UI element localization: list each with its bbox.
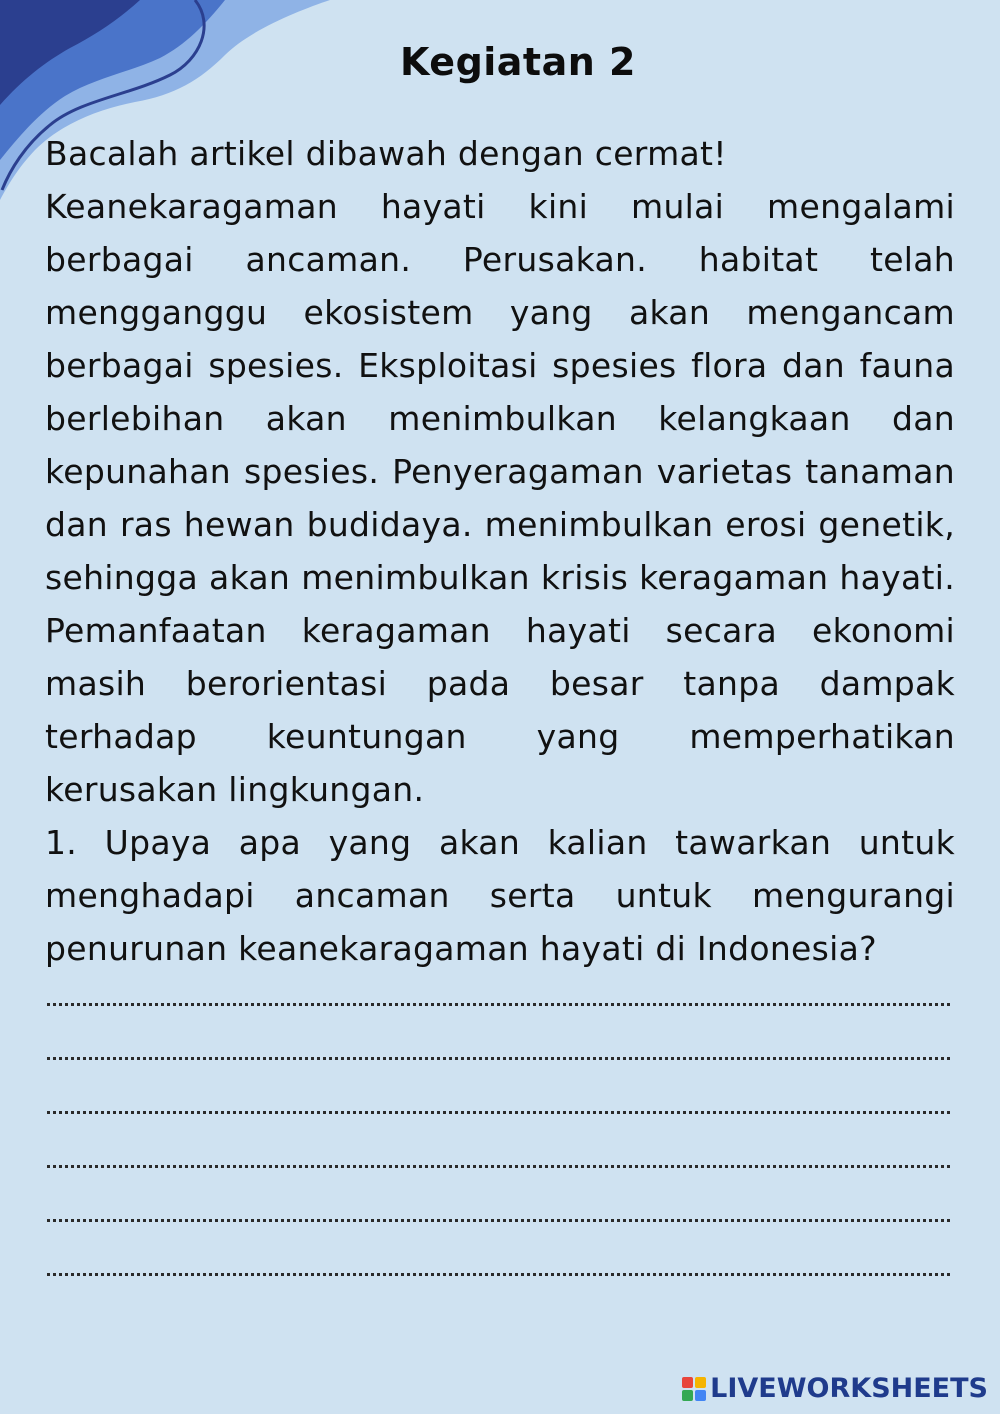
worksheet-content: [45, 127, 955, 975]
article-paragraph: Keanekaragaman hayati kini mulai mengalami berbagai ancaman. Perusakan. habitat telah mengganggu ekosistem yang akan mengancam berbagai spesies. Eksploitasi spesies flora dan fauna berlebihan akan menimbulkan kelangkaan dan kepunahan spesies. Penyeragaman varietas tanaman dan ras hewan budidaya. menimbulkan erosi genetik, sehingga akan menimbulkan krisis keragaman hayati. Pemanfaatan keragaman hayati secara ekonomi masih berorientasi pada besar tanpa dampak terhadap keuntungan yang memperhatikan kerusakan lingkungan.: [45, 187, 955, 809]
logo-square: [682, 1390, 693, 1401]
answer-line[interactable]: [45, 1194, 950, 1248]
question-1: 1. Upaya apa yang akan kalian tawarkan untuk menghadapi ancaman serta untuk mengurangi penurunan keanekaragaman hayati di Indonesia?: [45, 823, 955, 968]
instruction-text: Bacalah artikel dibawah dengan cermat!: [45, 134, 727, 173]
page-title: Kegiatan 2: [400, 40, 636, 84]
logo-square: [682, 1377, 693, 1388]
answer-line[interactable]: [45, 1086, 950, 1140]
answer-line[interactable]: [45, 978, 950, 1032]
liveworksheets-logo-icon: [682, 1377, 706, 1401]
answer-line[interactable]: [45, 1032, 950, 1086]
answer-line[interactable]: [45, 1140, 950, 1194]
answer-line[interactable]: [45, 1248, 950, 1302]
brand-text: LIVEWORKSHEETS: [710, 1373, 988, 1404]
logo-square: [695, 1390, 706, 1401]
logo-square: [695, 1377, 706, 1388]
answer-area[interactable]: [45, 978, 950, 1302]
liveworksheets-brand: [682, 1373, 988, 1404]
